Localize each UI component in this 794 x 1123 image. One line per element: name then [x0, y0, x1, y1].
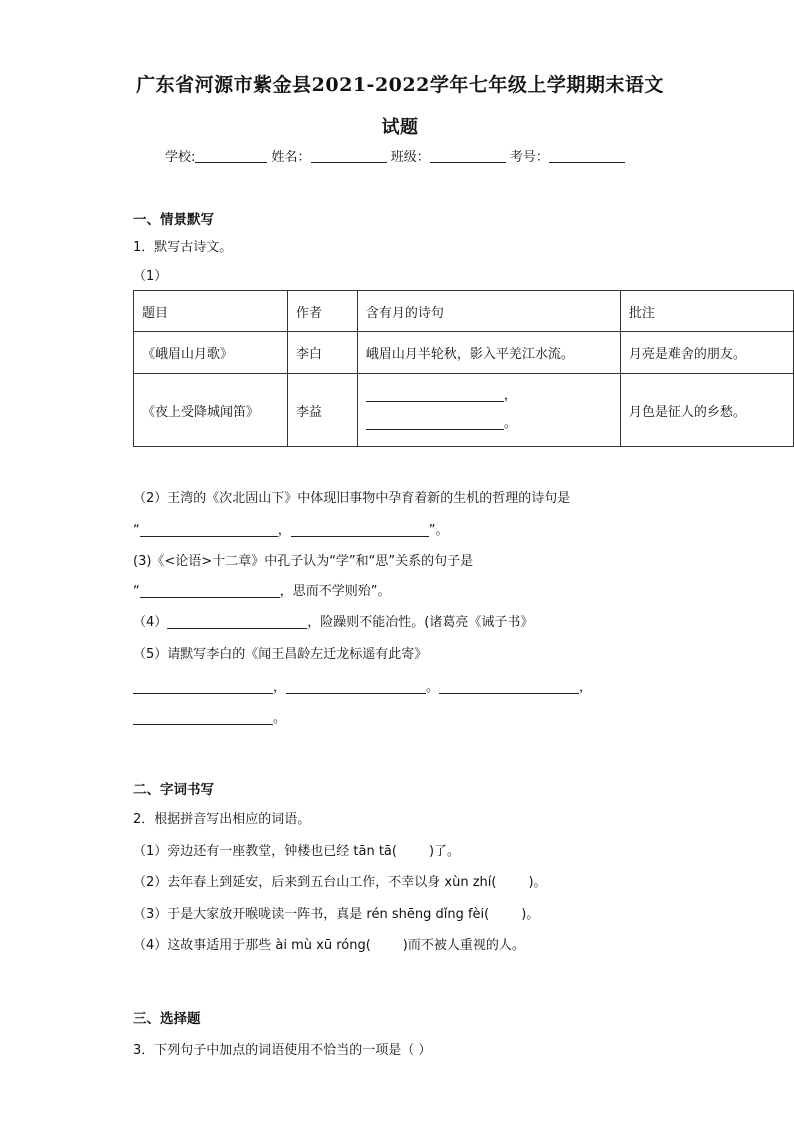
answer-blank[interactable]	[167, 614, 307, 629]
question1-sub5-answer-line2: 。	[133, 707, 286, 726]
number-blank[interactable]	[549, 148, 625, 163]
question2-item: （4）这故事适用于那些 ài mù xū róng( )而不被人重视的人。	[133, 938, 525, 953]
class-blank[interactable]	[430, 148, 506, 163]
poem-table	[133, 290, 794, 447]
class-label: 班级：	[390, 150, 430, 165]
answer-blank[interactable]	[286, 679, 426, 694]
answer-blank[interactable]	[291, 522, 429, 537]
question1-sub5-answer-line1: ， 。 ，	[133, 676, 592, 695]
question1-sub2: （2）王湾的《次北固山下》中体现旧事物中孕育着新的生机的哲理的诗句是	[133, 491, 571, 506]
document-title-line1: 广东省河源市紫金县2021-2022学年七年级上学期期末语文	[136, 74, 664, 96]
question2-item: （1）旁边还有一座教堂，钟楼也已经 tān tā( )了。	[133, 844, 461, 859]
question1-sub5: （5）请默写李白的《闻王昌龄左迁龙标遥有此寄》	[133, 647, 428, 662]
table-header: 含有月的诗句	[357, 291, 620, 332]
question3: 3．下列句子中加点的词语使用不恰当的一项是（ ）	[133, 1043, 432, 1058]
answer-blank[interactable]	[140, 583, 280, 598]
answer-blank[interactable]	[366, 415, 504, 430]
school-blank[interactable]	[195, 148, 267, 163]
question2: 2．根据拼音写出相应的词语。	[133, 812, 311, 827]
question1-sub3-answer: “ ，思而不学则殆”。	[133, 584, 391, 599]
question1-sub2-answer: “ ， ”。	[133, 523, 449, 538]
table-row	[134, 332, 794, 374]
question2-item: （3）于是大家放开喉咙读一阵书，真是 rén shēng dǐng fèi( )。	[133, 907, 540, 922]
table-cell: 《峨眉山月歌》	[134, 332, 288, 374]
table-header: 批注	[620, 291, 793, 332]
table-cell: 月亮是难舍的朋友。	[620, 332, 793, 374]
answer-blank[interactable]	[133, 679, 273, 694]
answer-blank[interactable]	[366, 387, 504, 402]
table-header: 作者	[287, 291, 357, 332]
table-cell: 李益	[287, 374, 357, 447]
section1-heading: 一、情景默写	[133, 212, 214, 228]
table-header: 题目	[134, 291, 288, 332]
answer-blank[interactable]	[439, 679, 579, 694]
question1-sub4: （4） ，险躁则不能冶性。(诸葛亮《诫子书》	[133, 615, 534, 630]
table-row	[134, 374, 794, 447]
section3-heading: 三、选择题	[133, 1011, 201, 1027]
question1: 1．默写古诗文。	[133, 240, 233, 255]
table-cell: 《夜上受降城闻笛》	[134, 374, 288, 447]
student-info-line	[165, 146, 625, 165]
table-cell: 峨眉山月半轮秋，影入平羌江水流。	[357, 332, 620, 374]
table-cell: 李白	[287, 332, 357, 374]
document-title-line2: 试题	[381, 117, 419, 138]
answer-blank[interactable]	[133, 710, 273, 725]
school-label: 学校:	[165, 150, 196, 165]
name-blank[interactable]	[311, 148, 387, 163]
answer-blank[interactable]	[140, 522, 278, 537]
question1-sub3: (3)《<论语>十二章》中孔子认为“学”和“思”关系的句子是	[133, 554, 474, 569]
period: 。	[503, 416, 517, 431]
question2-item: （2）去年春上到延安，后来到五台山工作，不幸以身 xùn zhí( )。	[133, 875, 547, 890]
table-cell-blanks	[357, 374, 620, 447]
question1-sub1: （1）	[133, 269, 168, 284]
comma: ，	[503, 388, 517, 403]
table-row	[134, 291, 794, 332]
section2-heading: 二、字词书写	[133, 782, 214, 798]
name-label: 姓名：	[271, 150, 311, 165]
table-cell: 月色是征人的乡愁。	[620, 374, 793, 447]
number-label: 考号：	[509, 150, 549, 165]
